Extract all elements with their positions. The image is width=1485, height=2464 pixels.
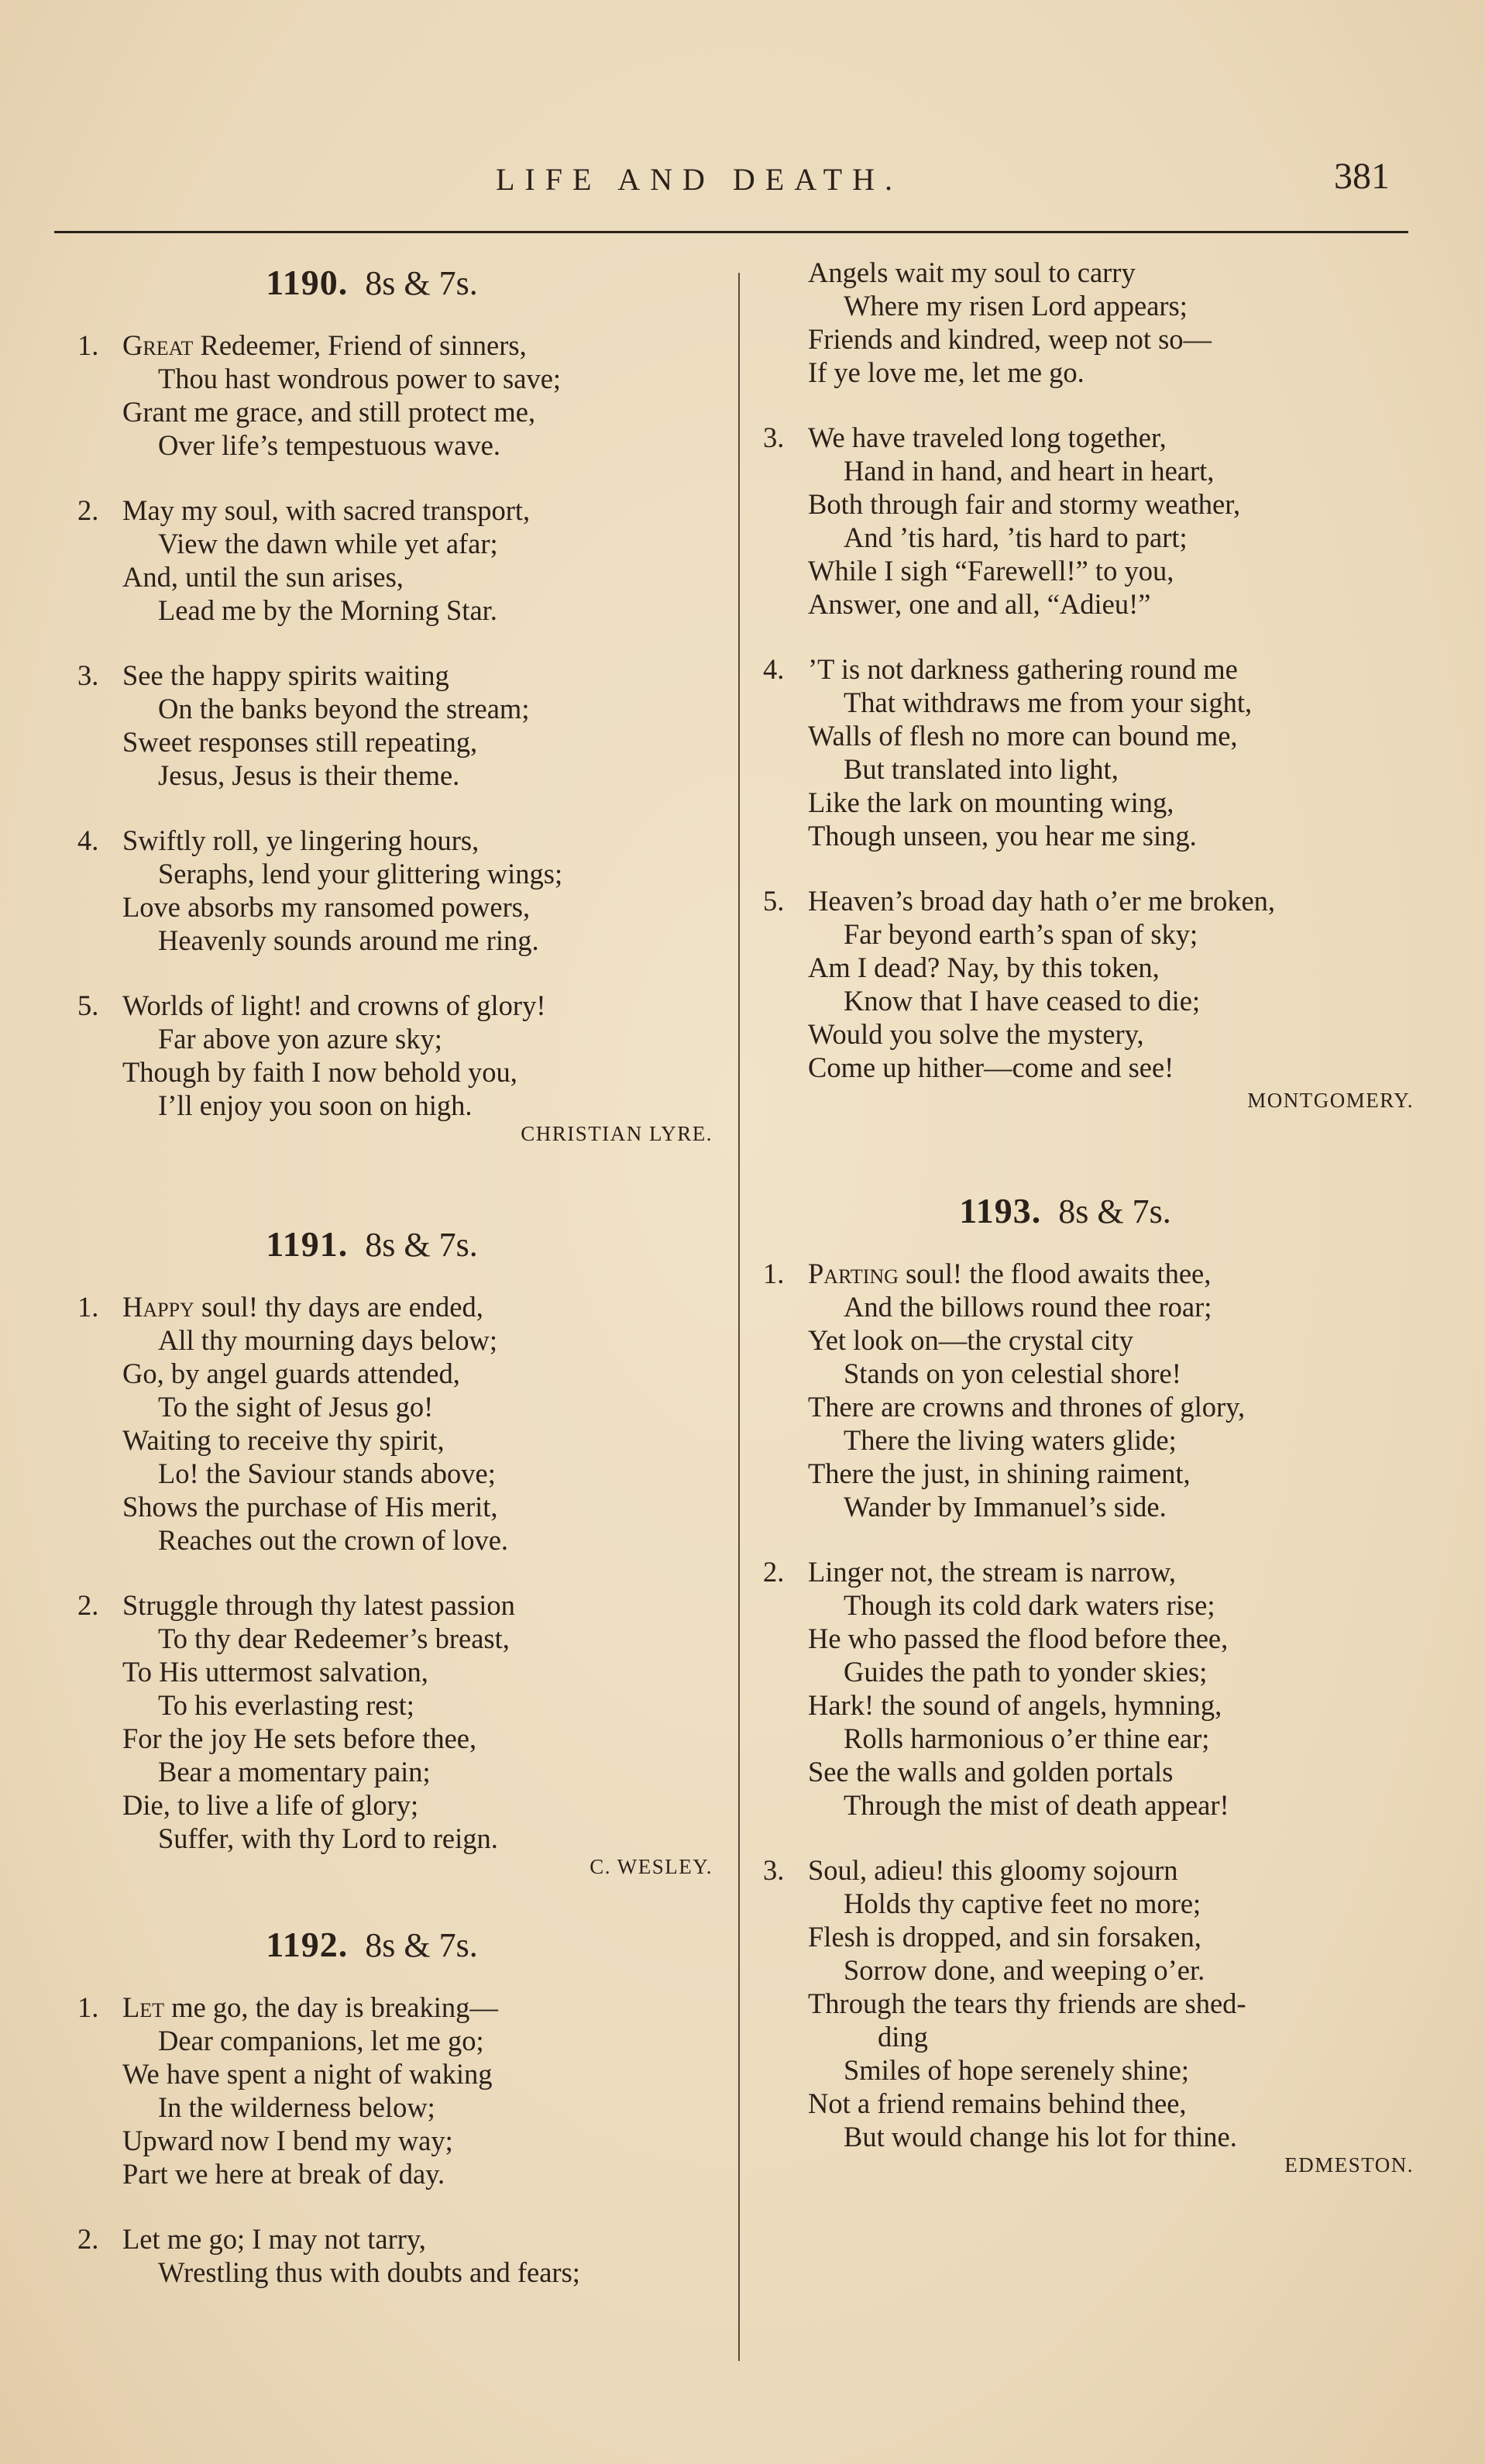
verse-line: That withdraws me from your sight, [844,687,1253,718]
hymn-meter: 8s & 7s. [1058,1192,1171,1230]
verse-line: Reaches out the crown of love. [158,1524,509,1556]
verse-line: Hand in hand, and heart in heart, [844,455,1215,487]
verse-line: Sweet responses still repeating, [122,726,478,758]
verse-number: 3. [763,422,785,453]
verse-line: Yet look on—the crystal city [808,1324,1134,1356]
verse-line: To his everlasting rest; [158,1689,414,1721]
verse-number: 2. [77,494,99,526]
hymn-author: EDMESTON. [1284,2153,1414,2177]
verse [763,421,1414,621]
page-number: 381 [1334,156,1390,197]
hymn-1190 [77,265,713,1146]
verse-number: 5. [77,989,99,1021]
hymn-heading [77,1224,713,1264]
verse-line: Seraphs, lend your glittering wings; [158,858,563,890]
verse-line: Grant me grace, and still protect me, [122,396,536,428]
hymn-author: MONTGOMERY. [1247,1089,1414,1112]
verse-number: 5. [763,885,785,917]
verse-line: To thy dear Redeemer’s breast, [158,1623,510,1654]
verse-line: Love absorbs my ransomed powers, [122,891,531,923]
verse [763,652,1414,852]
verse-line-text: Redeemer, Friend of sinners, [193,329,527,361]
verse-line: Where my risen Lord appears; [844,290,1188,322]
verse-line: Though unseen, you hear me sing. [808,820,1197,852]
opening-word: Happy [122,1291,194,1323]
verse-number: 3. [763,1854,785,1886]
verse-line: Rolls harmonious o’er thine ear; [844,1722,1210,1754]
verse-line: ’T is not darkness gathering round me [808,653,1238,685]
verse-line: Lead me by the Morning Star. [158,594,497,626]
verse-line: Friends and kindred, weep not so— [808,323,1212,355]
hymn-meter: 8s & 7s. [365,264,478,302]
verse-line [77,1991,713,2024]
verse [77,1588,713,1855]
hymn-1193 [763,1193,1414,2177]
verse [763,1853,1414,2153]
opening-word: Let [122,1991,165,2023]
verse-line: Part we here at break of day. [122,2158,445,2190]
hymn-heading [77,1927,713,1963]
verse-number: 4. [763,653,785,685]
verse [77,824,713,957]
verse-line: We have spent a night of waking [122,2058,493,2090]
verse-line: Wrestling thus with doubts and fears; [158,2256,580,2288]
verse-line: Linger not, the stream is narrow, [808,1556,1177,1588]
verse-number: 1. [763,1258,785,1289]
verse-line: Waiting to receive thy spirit, [122,1424,445,1456]
verse-line: Swiftly roll, ye lingering hours, [122,824,480,856]
verse [77,329,713,462]
verse [77,1290,713,1557]
verse-number: 1. [77,329,99,361]
verse-line: To the sight of Jesus go! [158,1391,434,1423]
verse-line: Soul, adieu! this gloomy sojourn [808,1854,1178,1886]
verse-line: Go, by angel guards attended, [122,1358,460,1389]
verse-line: In the wilderness below; [158,2091,435,2123]
hymn-author: CHRISTIAN LYRE. [521,1122,713,1145]
verse [763,1555,1414,1822]
verse-line: He who passed the flood before thee, [808,1623,1229,1654]
verse [763,256,1414,389]
verse-number: 2. [77,2223,99,2255]
hymn-heading [77,265,713,301]
verse-line: Both through fair and stormy weather, [808,488,1241,520]
verse-line: There the living waters glide; [844,1424,1177,1456]
hymn-meter: 8s & 7s. [365,1926,478,1964]
hymn-number: 1191. [266,1224,349,1264]
verse-line: Die, to live a life of glory; [122,1789,419,1821]
verse-line: Bear a momentary pain; [158,1756,431,1788]
verse-line: Through the mist of death appear! [844,1789,1229,1821]
opening-word: Great [122,329,194,361]
verse-line: Stands on yon celestial shore! [844,1358,1181,1389]
verse-line: Would you solve the mystery, [808,1018,1144,1050]
verse-line: For the joy He sets before thee, [122,1722,477,1754]
verse-line: To His uttermost salvation, [122,1656,428,1688]
verse-line: On the banks beyond the stream; [158,693,530,724]
verse-line: Angels wait my soul to carry [808,256,1136,288]
verse-line: I’ll enjoy you soon on high. [158,1089,473,1121]
verse-line: There are crowns and thrones of glory, [808,1391,1246,1423]
verse-line: If ye love me, let me go. [808,356,1085,388]
hymn-number: 1193. [959,1191,1042,1230]
verse-line: Guides the path to yonder skies; [844,1656,1208,1688]
verse-line: There the just, in shining raiment, [808,1457,1191,1489]
verse-line: Over life’s tempestuous wave. [158,429,500,461]
hymn-1192-continued [763,256,1414,1113]
hymn-number: 1190. [266,263,349,302]
verse-line: Come up hither—come and see! [808,1051,1174,1083]
verse [77,989,713,1122]
verse-line: Hark! the sound of angels, hymning, [808,1689,1222,1721]
verse-line: Dear companions, let me go; [158,2025,484,2056]
verse-line: And the billows round thee roar; [844,1291,1212,1323]
verse-line: ding [878,2021,928,2053]
verse-line: Wander by Immanuel’s side. [844,1491,1167,1523]
verse-number: 2. [77,1589,99,1621]
verse-line: And, until the sun arises, [122,561,404,593]
column-divider [738,273,740,2361]
verse-line: Though by faith I now behold you, [122,1056,517,1088]
verse-line: Though its cold dark waters rise; [844,1589,1215,1621]
verse-line: View the dawn while yet afar; [158,528,498,559]
verse-line: Upward now I bend my way; [122,2125,453,2156]
hymn-meter: 8s & 7s. [365,1226,478,1264]
verse-line: We have traveled long together, [808,422,1167,453]
opening-word: Parting [808,1258,899,1289]
verse-line: Let me go; I may not tarry, [122,2223,426,2255]
verse-line: Like the lark on mounting wing, [808,786,1174,818]
verse-line: Thou hast wondrous power to save; [158,363,562,394]
verse-line: Shows the purchase of His merit, [122,1491,498,1523]
running-head: LIFE AND DEATH. [496,162,902,197]
verse-line: Far beyond earth’s span of sky; [844,918,1198,950]
verse [77,1991,713,2190]
verse-line: Not a friend remains behind thee, [808,2087,1187,2119]
verse-number: 1. [77,1991,99,2023]
verse-number: 2. [763,1556,785,1588]
verse-line: See the happy spirits waiting [122,659,449,691]
verse-line: Know that I have ceased to die; [844,985,1201,1017]
hymn-author: C. WESLEY. [590,1855,713,1878]
verse-line: Jesus, Jesus is their theme. [158,759,460,791]
verse-line: Holds thy captive feet no more; [844,1888,1201,1919]
page-header [0,155,1485,209]
verse [77,659,713,792]
hymn-heading [763,1193,1414,1229]
verse-line: Answer, one and all, “Adieu!” [808,588,1151,620]
verse-line: Heavenly sounds around me ring. [158,924,539,956]
verse-line: Worlds of light! and crowns of glory! [122,989,546,1021]
verse-line: Smiles of hope serenely shine; [844,2054,1190,2086]
header-rule [54,231,1408,233]
verse-number: 1. [77,1291,99,1323]
verse-number: 3. [77,659,99,691]
verse-line: But translated into light, [844,753,1119,785]
verse-line [77,1290,713,1323]
verse-line: Flesh is dropped, and sin forsaken, [808,1921,1201,1953]
verse [763,884,1414,1084]
verse-line-text: soul! thy days are ended, [194,1291,483,1323]
verse-line: But would change his lot for thine. [844,2121,1237,2153]
verse-line: All thy mourning days below; [158,1324,497,1356]
verse [77,494,713,627]
verse-number: 4. [77,824,99,856]
left-column [77,248,713,2289]
verse-line: Through the tears thy friends are shed- [808,1987,1246,2019]
hymn-number: 1192. [266,1925,349,1964]
right-column [763,248,1414,2177]
verse-line: Sorrow done, and weeping o’er. [844,1954,1205,1986]
verse-line [763,1257,1414,1290]
verse-line: And ’tis hard, ’tis hard to part; [844,521,1188,553]
verse-line: Far above yon azure sky; [158,1023,442,1055]
verse-line: Am I dead? Nay, by this token, [808,952,1160,983]
hymn-1192 [77,1927,713,2289]
verse-line: Lo! the Saviour stands above; [158,1457,496,1489]
verse-line: Struggle through thy latest passion [122,1589,515,1621]
verse-line: While I sigh “Farewell!” to you, [808,555,1174,587]
verse-line-text: me go, the day is breaking— [164,1991,498,2023]
verse [763,1257,1414,1523]
verse-line: See the walls and golden portals [808,1756,1174,1788]
verse-line: May my soul, with sacred transport, [122,494,531,526]
hymn-1191 [77,1224,713,1879]
verse-line: Walls of flesh no more can bound me, [808,720,1238,752]
verse [77,2222,713,2289]
verse-line: Suffer, with thy Lord to reign. [158,1822,498,1854]
verse-line-text: soul! the flood awaits thee, [898,1258,1212,1289]
verse-line: Heaven’s broad day hath o’er me broken, [808,885,1276,917]
verse-line [77,329,713,362]
